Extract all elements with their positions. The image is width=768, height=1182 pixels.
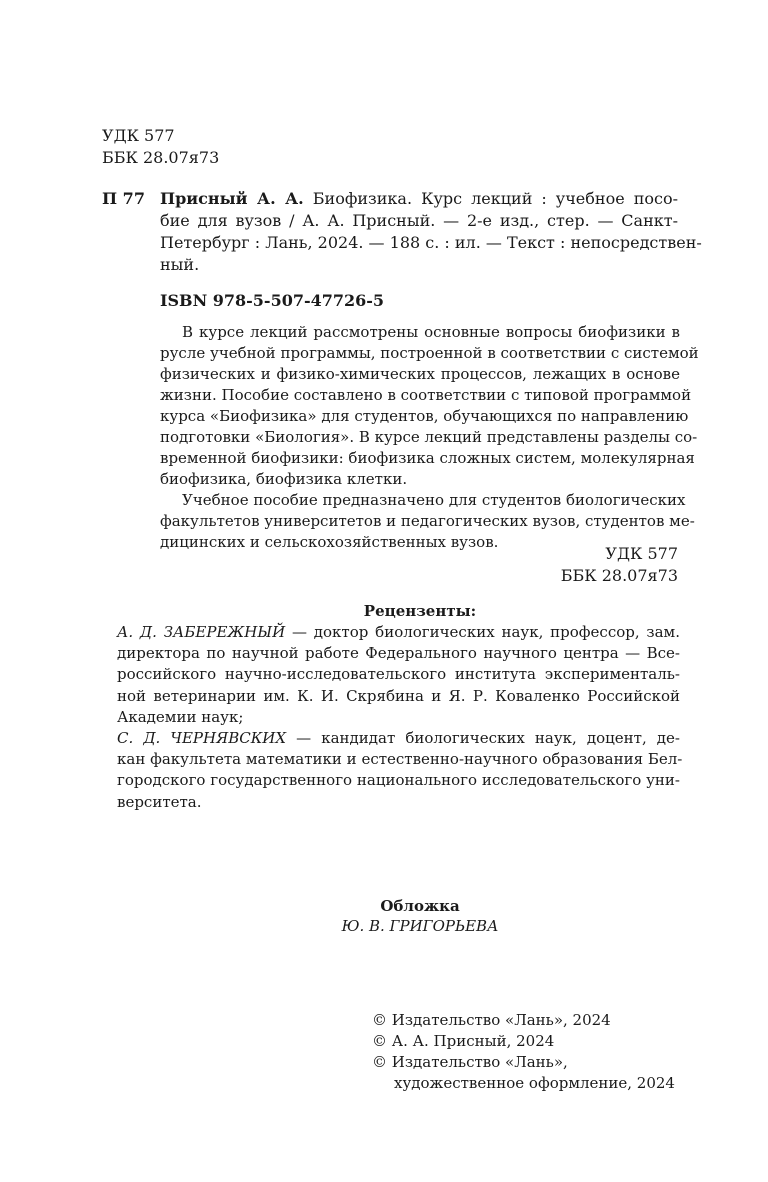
copyright-block: [372, 1010, 682, 1094]
bib-line-3: Петербург : Лань, 2024. — 188 с. : ил. — Текст : непосредствен-: [160, 233, 702, 252]
cover-artist: Ю. В. ГРИГОРЬЕВА: [341, 917, 499, 935]
reviewer-line: директора по научной работе Федерального научного центра — Все-: [117, 644, 680, 663]
reviewer-line: ной ветеринарии им. К. И. Скрябина и Я. Р. Коваленко Российской: [117, 686, 680, 705]
abstract-line: факультетов университетов и педагогических вузов, студентов ме-: [160, 512, 695, 530]
reviewer-line: С. Д. ЧЕРНЯВСКИХ — кандидат биологических наук, доцент, де-: [117, 729, 680, 748]
copyright-line: © Издательство «Лань»,: [372, 1053, 568, 1071]
abstract-line: жизни. Пособие составлено в соответствии с типовой программой: [160, 386, 692, 404]
abstract-line: В курсе лекций рассмотрены основные вопросы биофизики в: [182, 323, 680, 341]
bbk-code: ББК 28.07я73: [560, 566, 678, 585]
reviewer-name: С. Д. ЧЕРНЯВСКИХ: [117, 729, 287, 748]
abstract-line: биофизика, биофизика клетки.: [160, 470, 408, 488]
abstract-line: физических и физико-химических процессов, лежащих в основе: [160, 365, 680, 383]
bib-line-4: ный.: [160, 255, 200, 274]
copyright-line: художественное оформление, 2024: [394, 1074, 675, 1092]
author-mark: П 77: [102, 189, 145, 208]
bibliographic-description: [160, 188, 702, 276]
reviewers-heading: Рецензенты:: [363, 602, 477, 620]
bib-author: Присный А. А.: [160, 189, 304, 208]
abstract-line: Учебное пособие предназначено для студентов биологических: [182, 491, 686, 509]
reviewer-line: Академии наук;: [117, 707, 244, 726]
reviewer-name: А. Д. ЗАБЕРЕЖНЫЙ: [117, 623, 286, 641]
isbn: ISBN 978-5-507-47726-5: [160, 291, 385, 310]
abstract-line: временной биофизики: биофизика сложных систем, молекулярная: [160, 449, 695, 467]
udk-header: [102, 125, 219, 169]
udk-code: УДК 577: [102, 126, 175, 145]
abstract-line: русле учебной программы, построенной в соответствии с системой: [160, 344, 699, 362]
reviewer-line: российского научно-исследовательского института эксперименталь-: [117, 665, 680, 684]
cover-heading: Обложка: [380, 897, 460, 915]
reviewer-line: городского государственного национального исследовательского уни-: [117, 771, 680, 790]
bbk-code: ББК 28.07я73: [102, 148, 220, 167]
reviewer-line: верситета.: [117, 792, 202, 811]
abstract: [160, 322, 699, 553]
reviewers-list: [117, 622, 683, 813]
bib-line-2: бие для вузов / А. А. Присный. — 2-е изд., стер. — Санкт-: [160, 211, 678, 230]
udk-footer: [420, 543, 678, 587]
abstract-line: подготовки «Биология». В курсе лекций представлены разделы со-: [160, 428, 698, 446]
copyright-line: © Издательство «Лань», 2024: [372, 1011, 611, 1029]
abstract-line: дицинских и сельскохозяйственных вузов.: [160, 533, 499, 551]
bib-line-1: Присный А. А. Биофизика. Курс лекций : учебное посо-: [160, 189, 678, 208]
reviewer-line: А. Д. ЗАБЕРЕЖНЫЙ — доктор биологических наук, профессор, зам.: [117, 623, 680, 641]
abstract-line: курса «Биофизика» для студентов, обучающихся по направлению: [160, 407, 689, 425]
copyright-line: © А. А. Присный, 2024: [372, 1032, 555, 1050]
udk-code: УДК 577: [605, 544, 678, 563]
reviewer-line: кан факультета математики и естественно-научного образования Бел-: [117, 750, 683, 769]
